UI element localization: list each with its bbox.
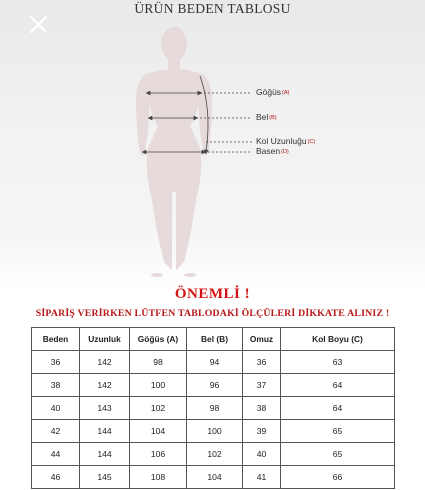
column-header-length: Uzunluk [80,328,130,351]
size-table [31,327,395,489]
table-cell: 96 [187,374,243,397]
table-cell: 65 [281,420,395,443]
table-cell: 142 [80,374,130,397]
table-row [32,466,395,489]
table-cell: 143 [80,397,130,420]
table-cell: 100 [130,374,187,397]
table-row [32,397,395,420]
sleeve-length-label-text: Kol Uzunluğu [256,136,307,146]
sleeve-length-label [256,136,315,146]
order-note: SİPARİŞ VERİRKEN LÜTFEN TABLODAKİ ÖLÇÜLERİ DİKKATE ALINIZ ! [35,308,390,319]
column-header-sleeve: Kol Boyu (C) [281,328,395,351]
chest-label [256,87,289,97]
chest-label-text: Göğüs [256,87,282,97]
table-cell: 94 [187,351,243,374]
table-cell: 104 [187,466,243,489]
table-cell: 41 [243,466,281,489]
table-row [32,351,395,374]
waist-label-text: Bel [256,112,269,122]
waist-label [256,112,277,122]
table-cell: 40 [32,397,80,420]
table-cell: 36 [243,351,281,374]
hip-label-key: (D) [281,149,289,155]
table-cell: 108 [130,466,187,489]
page-title: ÜRÜN BEDEN TABLOSU [134,1,291,16]
table-cell: 37 [243,374,281,397]
hip-label-text: Basen [256,146,281,156]
table-header-row [32,328,395,351]
column-header-waist: Bel (B) [187,328,243,351]
table-cell: 44 [32,443,80,466]
table-cell: 38 [32,374,80,397]
chest-label-key: (A) [282,90,290,96]
table-cell: 66 [281,466,395,489]
table-cell: 64 [281,397,395,420]
important-heading: ÖNEMLİ ! [174,286,251,302]
table-cell: 144 [80,420,130,443]
table-row [32,374,395,397]
table-cell: 104 [130,420,187,443]
table-cell: 100 [187,420,243,443]
table-cell: 142 [80,351,130,374]
table-cell: 144 [80,443,130,466]
table-cell: 145 [80,466,130,489]
table-cell: 46 [32,466,80,489]
table-cell: 39 [243,420,281,443]
table-cell: 65 [281,443,395,466]
waist-label-key: (B) [269,115,277,121]
table-cell: 40 [243,443,281,466]
table-cell: 38 [243,397,281,420]
column-header-shoulder: Omuz [243,328,281,351]
column-header-chest: Göğüs (A) [130,328,187,351]
table-row [32,420,395,443]
table-cell: 63 [281,351,395,374]
table-cell: 98 [130,351,187,374]
hip-label [256,146,289,156]
table-cell: 106 [130,443,187,466]
table-cell: 36 [32,351,80,374]
sleeve-length-label-key: (C) [307,139,316,145]
table-cell: 98 [187,397,243,420]
column-header-size: Beden [32,328,80,351]
table-cell: 102 [130,397,187,420]
table-row [32,443,395,466]
table-cell: 102 [187,443,243,466]
table-cell: 42 [32,420,80,443]
table-cell: 64 [281,374,395,397]
